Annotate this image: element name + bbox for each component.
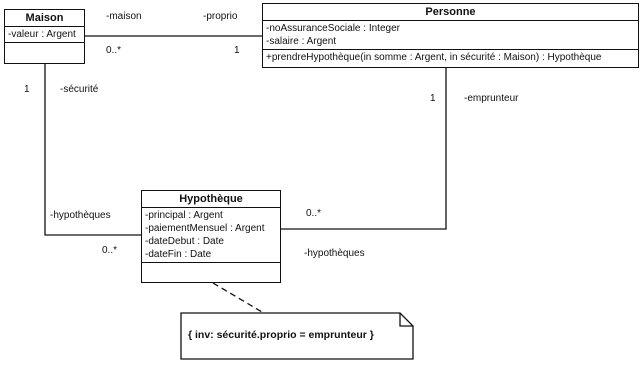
class-maison-attributes [5,27,84,43]
class-hypotheque-attributes [142,208,280,263]
attribute: -dateDebut : Date [145,236,224,247]
multiplicity-maison-securite-label: 1 [24,84,30,95]
class-maison-name: Maison [5,10,84,27]
class-hypotheque-operations [142,263,280,265]
role-securite-label: -sécurité [60,84,99,95]
attribute: -salaire : Argent [266,36,337,47]
multiplicity-hypotheques-maison-label: 0..* [102,245,118,256]
attribute: -paiementMensuel : Argent [145,223,265,234]
note-text: { inv: sécurité.proprio = emprunteur } [188,329,374,341]
class-maison[interactable] [4,9,85,64]
attribute: -valeur : Argent [8,29,76,40]
association-personne-hypotheque [281,68,446,229]
multiplicity-maison-label: 0..* [106,45,122,56]
attribute: -dateFin : Date [145,249,212,260]
role-emprunteur-label: -emprunteur [464,93,519,104]
multiplicity-proprio-label: 1 [234,45,240,56]
class-hypotheque-name: Hypothèque [142,191,280,208]
class-personne-attributes [263,21,638,50]
class-hypotheque[interactable] [141,190,281,283]
class-personne[interactable] [262,3,639,68]
class-personne-name: Personne [263,4,638,21]
note-anchor-line [213,283,262,312]
role-hypotheques-personne-label: -hypothèques [304,248,365,259]
attribute: -noAssuranceSociale : Integer [266,23,400,34]
constraint-note[interactable] [180,312,414,360]
multiplicity-hypotheques-personne-label: 0..* [306,208,322,219]
class-personne-operations [263,50,638,65]
attribute: -principal : Argent [145,210,223,221]
operation: +prendreHypothèque(in somme : Argent, in sécurité : Maison) : Hypothèque [266,52,602,63]
role-proprio-label: -proprio [203,11,238,22]
multiplicity-personne-emprunteur-label: 1 [430,93,436,104]
class-maison-operations [5,43,84,45]
role-hypotheques-maison-label: -hypothèques [50,210,111,221]
role-maison-label: -maison [106,11,142,22]
